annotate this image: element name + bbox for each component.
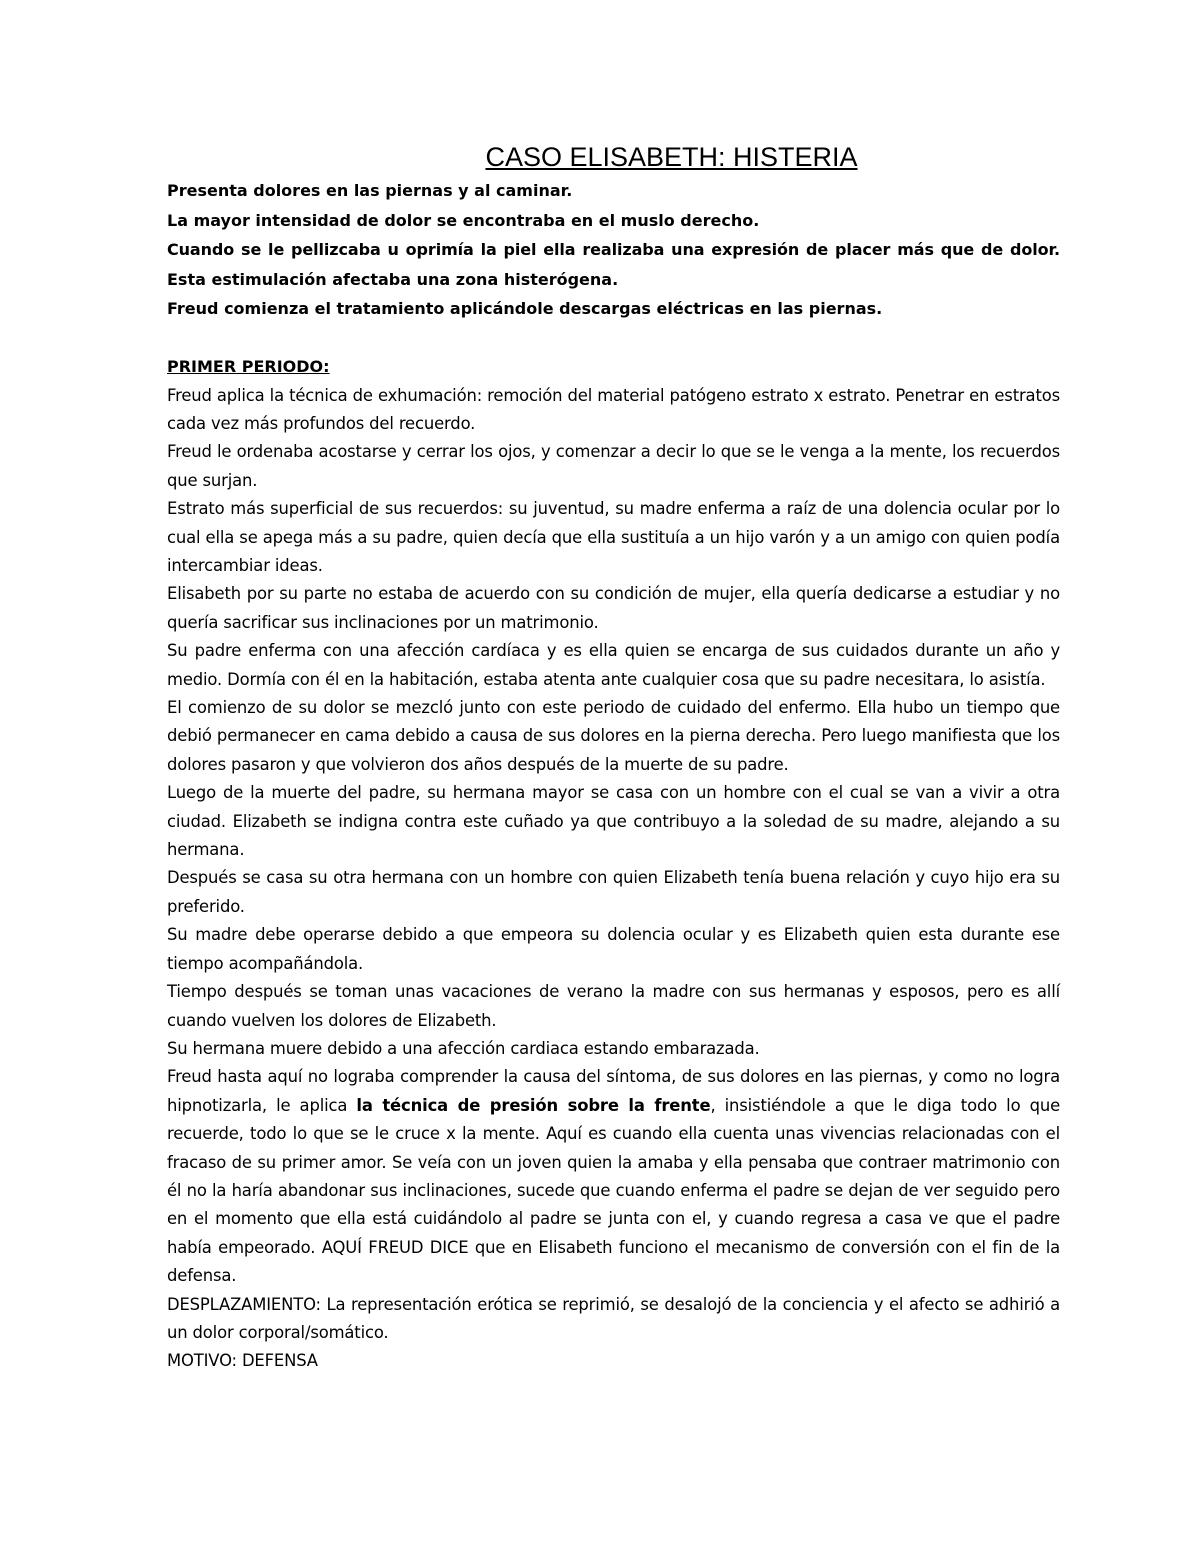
paragraph-hermana-muere: Su hermana muere debido a una afección cardiaca estando embarazada. [167,1038,760,1058]
paragraph-padre-enferma: Su padre enferma con una afección cardíaca y es ella quien se encarga de sus cuidados durante un año y medio. Dormía con él en la habitación, estaba atenta ante cualquier cosa que su padre necesitara, lo asistía. [167,641,1060,689]
body-block [167,382,1060,1376]
intro-line-2: La mayor intensidad de dolor se encontraba en el muslo derecho. [167,210,760,230]
paragraph-comienzo-dolor: El comienzo de su dolor se mezcló junto con este periodo de cuidado del enfermo. Ella hubo un tiempo que debió permanecer en cama debido a causa de sus dolores en la pierna derecha. Pero luego manifiesta que los dolores pasaron y que volvieron dos años después de la muerte de su padre. [167,698,1060,774]
intro-line-1: Presenta dolores en las piernas y al caminar. [167,181,573,200]
presion-text-after: , insistiéndole a que le diga todo lo que recuerde, todo lo que se le cruce x la mente. Aquí es cuando ella cuenta unas vivencias relacionadas con el fracaso de su primer amor. Se veía con un joven quien la amaba y ella pensaba que contraer matrimonio con él no la haría abandonar sus inclinaciones, sucede que cuando enferma el padre se dejan de ver seguido pero en el momento que ella está cuidándolo al padre se junta con el, y cuando regresa a casa ve que el padre había empeorado. AQUÍ FREUD DICE que en Elisabeth funciono el mecanismo de conversión con el fin de la defensa. [167,1095,1061,1286]
paragraph-exhumacion: Freud aplica la técnica de exhumación: remoción del material patógeno estrato x estrato. Penetrar en estratos cada vez más profundos del recuerdo. [167,385,1060,433]
paragraph-estrato: Estrato más superficial de sus recuerdos: su juventud, su madre enferma a raíz de una dolencia ocular por lo cual ella se apega más a su padre, quien decía que ella sustituía a un hijo varón y a un amigo con quien podía intercambiar ideas. [167,499,1060,575]
presion-text-before: Freud hasta aquí no lograba comprender la causa del síntoma, de sus dolores en las piernas, y como no logra hipnotizarla, le aplica [167,1067,1060,1115]
paragraph-desplazamiento: DESPLAZAMIENTO: La representación erótica se reprimió, se desalojó de la conciencia y el afecto se adhirió a un dolor corporal/somático. [167,1294,1060,1342]
paragraph-madre-opera: Su madre debe operarse debido a que empeora su dolencia ocular y es Elizabeth quien esta durante ese tiempo acompañándola. [167,925,1060,973]
intro-block [167,176,1060,324]
paragraph-acostarse: Freud le ordenaba acostarse y cerrar los ojos, y comenzar a decir lo que se le venga a la mente, los recuerdos que surjan. [167,442,1060,490]
document-content [167,138,1060,1376]
paragraph-muerte-padre: Luego de la muerte del padre, su hermana mayor se casa con un hombre con el cual se van a vivir a otra ciudad. Elizabeth se indigna contra este cuñado ya que contribuyo a la soledad de su madre, alejando a su hermana. [167,783,1060,860]
intro-line-3: Cuando se le pellizcaba u oprimía la piel ella realizaba una expresión de placer más que de dolor. [167,240,1060,260]
paragraph-condicion-mujer: Elisabeth por su parte no estaba de acuerdo con su condición de mujer, ella quería dedicarse a estudiar y no quería sacrificar sus inclinaciones por un matrimonio. [167,584,1060,632]
intro-line-5: Freud comienza el tratamiento aplicándole descargas eléctricas en las piernas. [167,299,883,319]
presion-text-bold: la técnica de presión sobre la frente [356,1095,711,1115]
paragraph-otra-hermana: Después se casa su otra hermana con un hombre con quien Elizabeth tenía buena relación y cuyo hijo era su preferido. [167,868,1060,916]
blank-line [167,324,1060,352]
intro-line-4: Esta estimulación afectaba una zona histerógena. [167,269,619,289]
paragraph-tecnica-presion [167,1063,1060,1290]
paragraph-vacaciones: Tiempo después se toman unas vacaciones de verano la madre con sus hermanas y esposos, pero es allí cuando vuelven los dolores de Elizabeth. [167,982,1060,1030]
paragraph-motivo: MOTIVO: DEFENSA [167,1351,318,1371]
section-heading-primer-periodo: PRIMER PERIODO: [167,356,330,376]
document-title: CASO ELISABETH: HISTERIA [485,142,858,172]
